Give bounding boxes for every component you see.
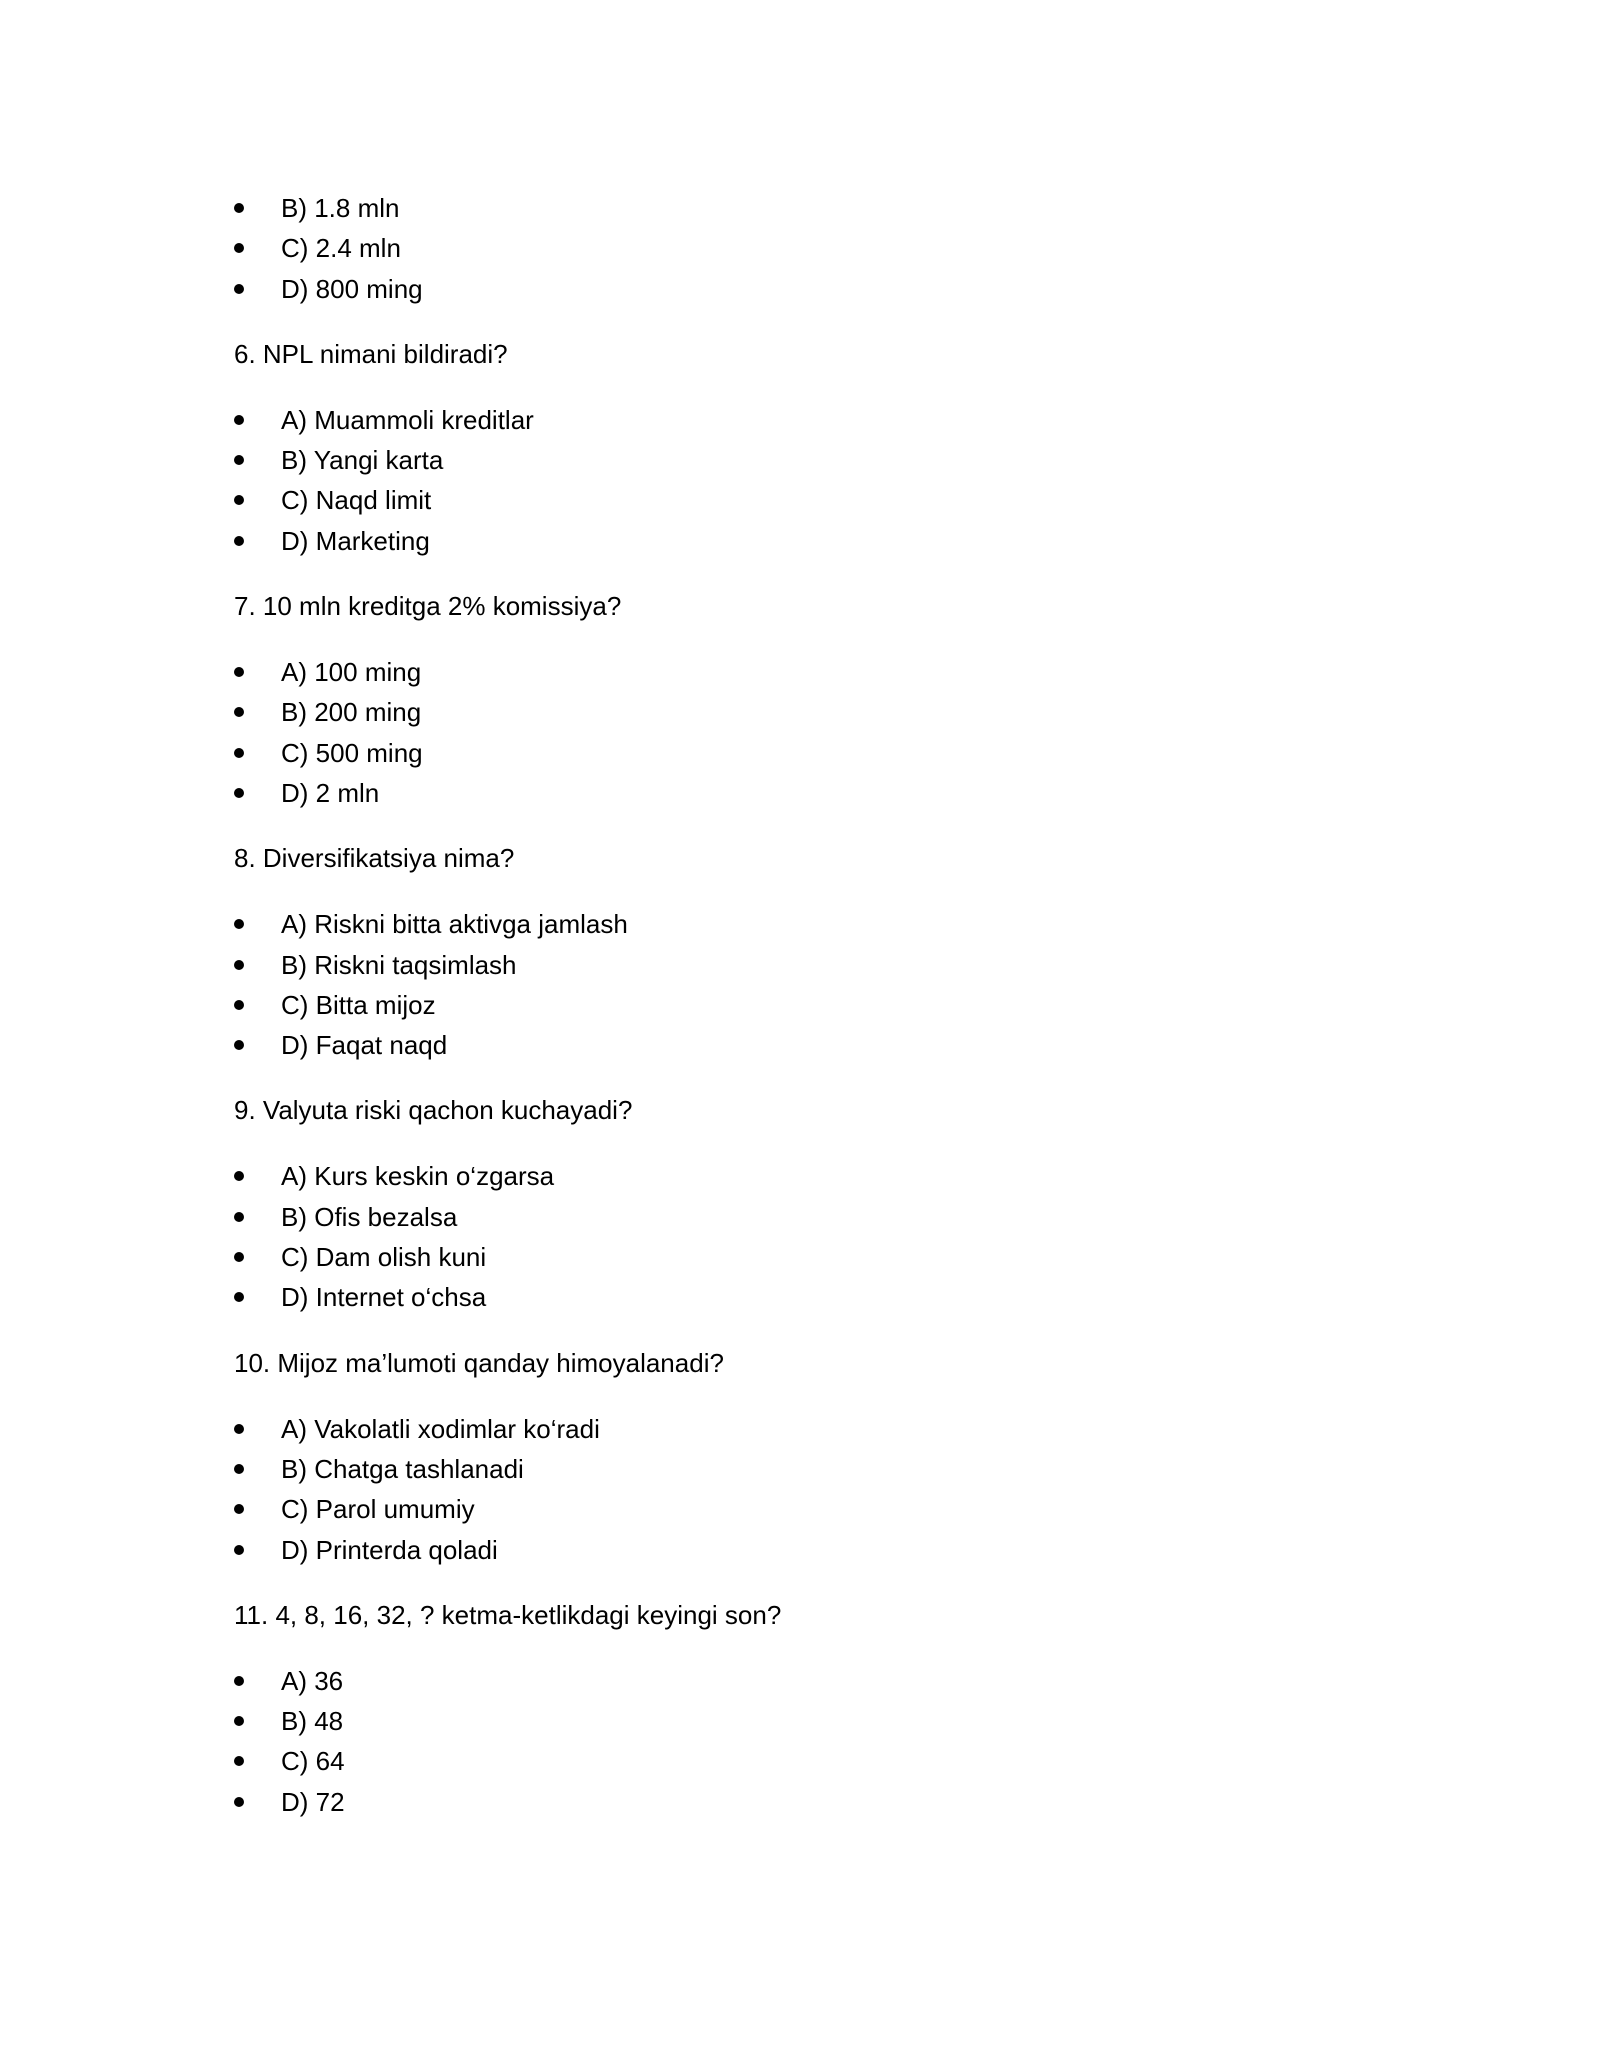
option-text: A) Kurs keskin o‘zgarsa — [281, 1161, 555, 1192]
option-text: C) Bitta mijoz — [281, 989, 436, 1020]
option-text: A) 100 ming — [281, 657, 422, 688]
option-item — [234, 1661, 1364, 1701]
bullet-icon — [234, 919, 244, 929]
option-text: C) Naqd limit — [281, 485, 432, 516]
bullet-icon — [234, 284, 244, 294]
bullet-icon — [234, 1292, 244, 1302]
bullet-icon — [234, 1464, 244, 1474]
option-item — [234, 1025, 1364, 1065]
option-item — [234, 1701, 1364, 1741]
option-text: D) 800 ming — [281, 273, 423, 304]
option-item — [234, 228, 1364, 268]
bullet-icon — [234, 1040, 244, 1050]
option-item — [234, 733, 1364, 773]
question-text: 6. NPL nimani bildiradi? — [234, 338, 508, 369]
bullet-icon — [234, 243, 244, 253]
option-item — [234, 1237, 1364, 1277]
bullet-icon — [234, 1000, 244, 1010]
option-item — [234, 652, 1364, 692]
option-text: C) 64 — [281, 1746, 345, 1777]
option-item — [234, 480, 1364, 520]
options-list — [234, 1661, 1364, 1822]
option-item — [234, 521, 1364, 561]
option-item — [234, 400, 1364, 440]
option-item — [234, 773, 1364, 813]
question-text: 11. 4, 8, 16, 32, ? ketma-ketlikdagi keyingi son? — [234, 1599, 782, 1630]
option-text: B) 1.8 mln — [281, 193, 400, 223]
option-item — [234, 188, 1364, 228]
option-text: A) Muammoli kreditlar — [281, 404, 534, 435]
option-text: D) Printerda qoladi — [281, 1534, 498, 1565]
option-text: B) Ofis bezalsa — [281, 1201, 458, 1232]
bullet-icon — [234, 1504, 244, 1514]
option-item — [234, 269, 1364, 309]
option-item — [234, 1530, 1364, 1570]
option-text: D) Internet o‘chsa — [281, 1282, 487, 1313]
bullet-icon — [234, 536, 244, 546]
bullet-icon — [234, 1716, 244, 1726]
option-text: B) 48 — [281, 1706, 344, 1737]
option-item — [234, 1409, 1364, 1449]
option-item — [234, 945, 1364, 985]
bullet-icon — [234, 1545, 244, 1555]
bullet-icon — [234, 1756, 244, 1766]
options-list — [234, 188, 1364, 309]
bullet-icon — [234, 415, 244, 425]
option-item — [234, 692, 1364, 732]
bullet-icon — [234, 748, 244, 758]
option-text: C) Dam olish kuni — [281, 1242, 487, 1273]
option-item — [234, 440, 1364, 480]
option-item — [234, 1489, 1364, 1529]
bullet-icon — [234, 960, 244, 970]
options-list — [234, 904, 1364, 1065]
bullet-icon — [234, 1424, 244, 1434]
option-text: A) 36 — [281, 1665, 344, 1696]
option-item — [234, 1741, 1364, 1781]
option-text: B) Chatga tashlanadi — [281, 1453, 524, 1484]
bullet-icon — [234, 1212, 244, 1222]
option-text: D) Marketing — [281, 525, 430, 556]
option-text: D) Faqat naqd — [281, 1030, 448, 1061]
bullet-icon — [234, 1252, 244, 1262]
option-item — [234, 1156, 1364, 1196]
option-text: B) Yangi karta — [281, 445, 444, 476]
bullet-icon — [234, 1676, 244, 1686]
options-list — [234, 1156, 1364, 1317]
options-list — [234, 1409, 1364, 1570]
bullet-icon — [234, 788, 244, 798]
question-text: 7. 10 mln kreditga 2% komissiya? — [234, 591, 622, 622]
option-item — [234, 904, 1364, 944]
bullet-icon — [234, 455, 244, 465]
option-item — [234, 1449, 1364, 1489]
options-list — [234, 652, 1364, 813]
option-text: B) Riskni taqsimlash — [281, 949, 517, 980]
bullet-icon — [234, 495, 244, 505]
option-item — [234, 985, 1364, 1025]
option-text: C) Parol umumiy — [281, 1494, 475, 1525]
option-text: C) 2.4 mln — [281, 233, 401, 264]
bullet-icon — [234, 1797, 244, 1807]
bullet-icon — [234, 203, 244, 213]
bullet-icon — [234, 707, 244, 717]
option-text: A) Riskni bitta aktivga jamlash — [281, 909, 628, 940]
option-item — [234, 1782, 1364, 1822]
question-text: 9. Valyuta riski qachon kuchayadi? — [234, 1095, 633, 1126]
option-text: D) 72 — [281, 1786, 345, 1817]
bullet-icon — [234, 667, 244, 677]
option-text: C) 500 ming — [281, 737, 423, 768]
option-text: D) 2 mln — [281, 777, 380, 808]
option-item — [234, 1277, 1364, 1317]
option-text: A) Vakolatli xodimlar ko‘radi — [281, 1413, 600, 1444]
options-list — [234, 400, 1364, 561]
option-item — [234, 1197, 1364, 1237]
question-text: 8. Diversifikatsiya nima? — [234, 843, 515, 874]
quiz-content — [234, 188, 1364, 1822]
question-text: 10. Mijoz ma’lumoti qanday himoyalanadi? — [234, 1347, 724, 1378]
bullet-icon — [234, 1171, 244, 1181]
option-text: B) 200 ming — [281, 697, 422, 728]
